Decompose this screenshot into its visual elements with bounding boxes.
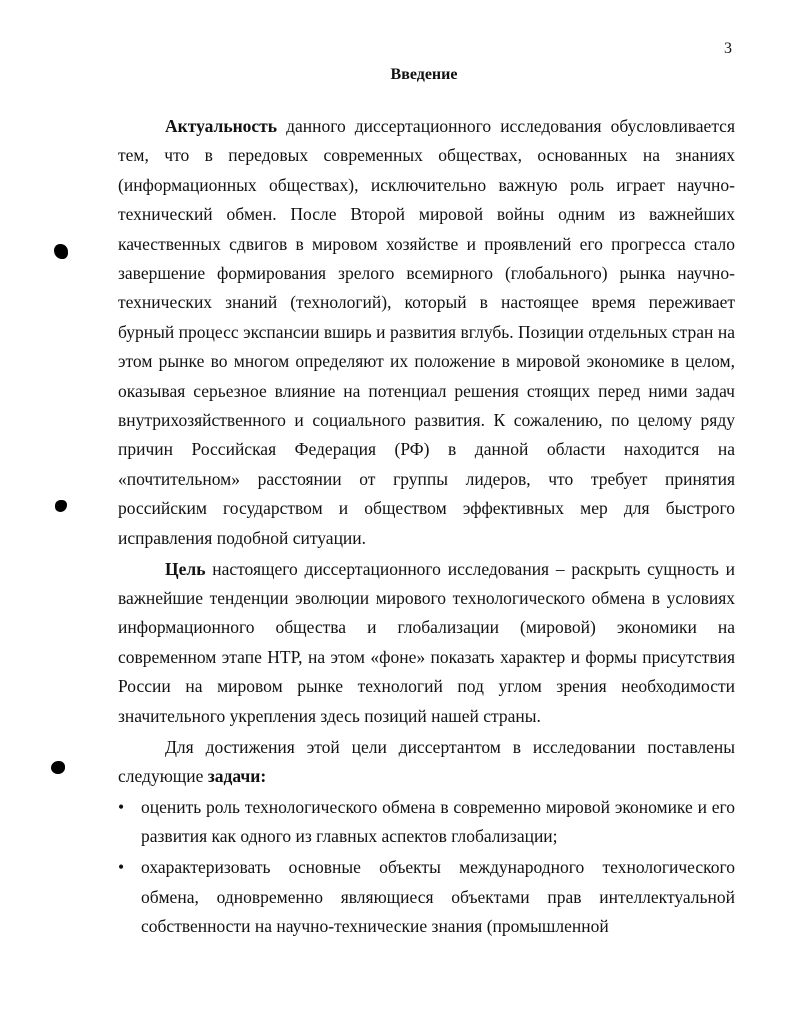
ink-blot [55,500,67,512]
relevance-lead: Актуальность [165,116,278,136]
relevance-text: данного диссертационного исследования обусловливается тем, что в передовых современных обществах, основанных на знаниях (информационных обществах), исключительно важную роль играет научно-технический обмен. После Второй мировой войны одним из важнейших качественных сдвигов в мировом хозяйстве и проявлений его прогресса стало завершение формирования зрелого всемирного (глобального) рынка научно-технических знаний (технологий), который в настоящее время переживает бурный процесс экспансии вширь и развития вглубь. Позиции отдельных стран на этом рынке во многом определяют их положение в мировой экономике в целом, оказывая серьезное влияние на потенциал решения стоящих перед ними задач внутрихозяйственного и социального развития. К сожалению, по целому ряду причин Российская Федерация (РФ) в данной области находится на «почтительном» расстоянии от группы лидеров, что требует принятия российским государством и обществом эффективных мер для быстрого исправления подобной ситуации. [118,116,735,548]
list-item-text: оценить роль технологического обмена в современно мировой экономике и его развития как одного из главных аспектов глобализации; [141,796,735,847]
ink-blot [54,244,68,259]
bullet-icon: • [118,796,125,817]
tasks-intro-text: Для достижения этой цели диссертантом в исследовании поставлены следующие [118,736,735,786]
goal-paragraph [118,555,735,731]
document-body [118,112,735,943]
list-item [118,853,735,941]
page-number: 3 [724,40,732,57]
tasks-list [118,793,735,942]
ink-blot [51,761,65,774]
bullet-icon: • [118,857,125,878]
tasks-intro-bold: задачи: [207,765,267,786]
list-item [118,793,735,852]
tasks-intro-paragraph [118,733,735,792]
list-item-text: охарактеризовать основные объекты международного технологического обмена, одновременно являющиеся объектами прав интеллектуальной собственности на научно-технические знания (промышленной [141,857,735,936]
page-title: Введение [390,66,458,83]
relevance-paragraph [118,112,735,553]
goal-lead: Цель [165,558,206,579]
goal-text: настоящего диссертационного исследования – раскрыть сущность и важнейшие тенденции эволюции мирового технологического обмена в условиях информационного общества и глобализации (мировой) экономики на современном этапе НТР, на этом «фоне» показать характер и формы присутствия России на мировом рынке технологий под углом зрения необходимости значительного укрепления здесь позиций нашей страны. [118,558,735,726]
